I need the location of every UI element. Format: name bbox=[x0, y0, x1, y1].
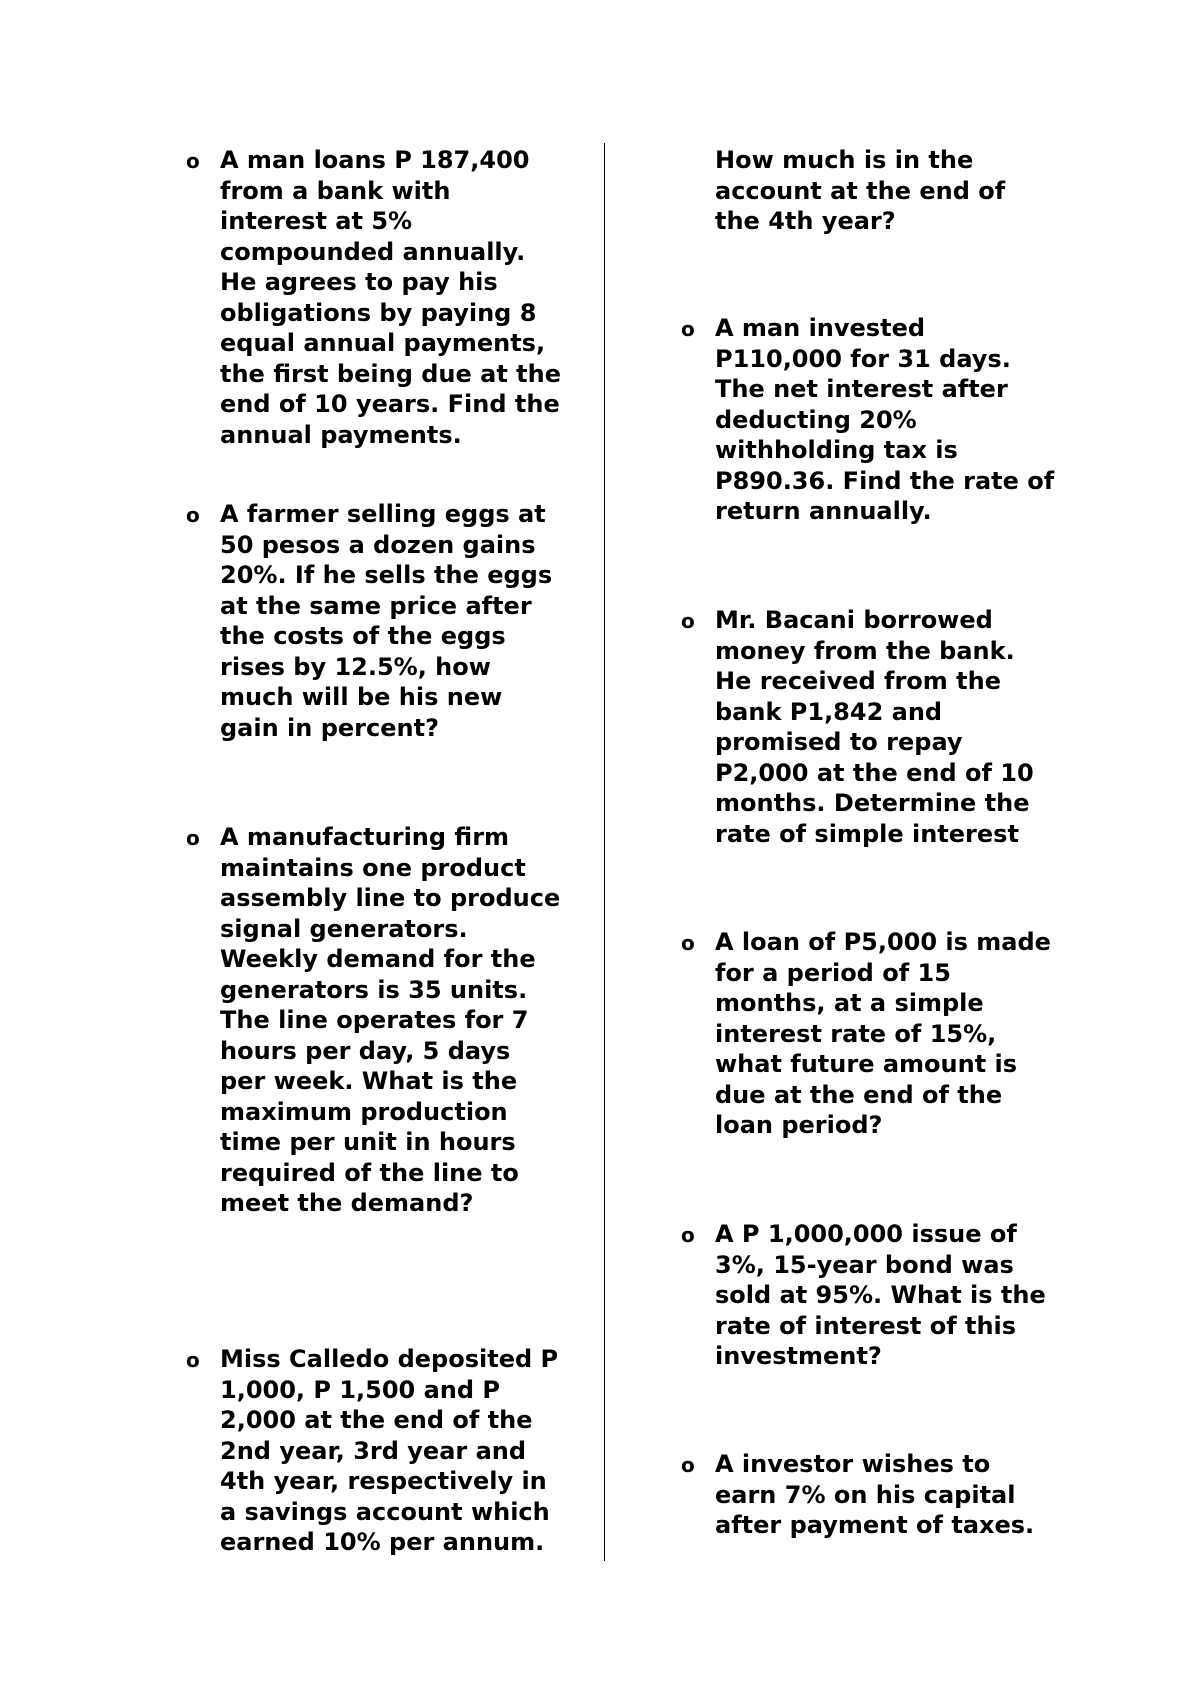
left-question-3 bbox=[186, 822, 590, 1219]
question-text: A P 1,000,000 issue of 3%, 15-year bond was sold at 95%. What is the rate of interest of this investment? bbox=[715, 1220, 1046, 1370]
right-question-3 bbox=[681, 927, 1085, 1141]
question-text: A man invested P110,000 for 31 days. The net interest after deducting 20% withholding tax is P890.36. Find the rate of return annually. bbox=[715, 314, 1055, 525]
question-text: A manufacturing firm maintains one product assembly line to produce signal generators. Weekly demand for the generators is 35 units. The line operates for 7 hours per day, 5 days per week. What is the maximum production time per unit in hours required of the line to meet the demand? bbox=[220, 823, 561, 1217]
right-question-2 bbox=[681, 605, 1085, 849]
right-question-4 bbox=[681, 1219, 1085, 1372]
question-text: A investor wishes to earn 7% on his capital after payment of taxes. bbox=[715, 1450, 1035, 1539]
question-text: A loan of P5,000 is made for a period of 15 months, at a simple interest rate of 15%, what future amount is due at the end of the loan period? bbox=[715, 928, 1051, 1139]
right-question-1 bbox=[681, 313, 1085, 527]
continuation-text: How much is in the account at the end of the 4th year? bbox=[715, 146, 1006, 235]
right-continuation bbox=[715, 145, 1085, 237]
bullet-icon: o bbox=[186, 1348, 200, 1372]
bullet-icon: o bbox=[186, 503, 200, 527]
bullet-icon: o bbox=[186, 149, 200, 173]
bullet-icon: o bbox=[681, 1223, 695, 1247]
left-question-2 bbox=[186, 499, 590, 743]
bullet-icon: o bbox=[681, 931, 695, 955]
question-text: Mr. Bacani borrowed money from the bank. He received from the bank P1,842 and promised to repay P2,000 at the end of 10 months. Determine the rate of simple interest bbox=[715, 606, 1034, 848]
bullet-icon: o bbox=[681, 609, 695, 633]
left-question-1 bbox=[186, 145, 590, 450]
bullet-icon: o bbox=[681, 317, 695, 341]
question-text: Miss Calledo deposited P 1,000, P 1,500 and P 2,000 at the end of the 2nd year, 3rd year and 4th year, respectively in a savings account which earned 10% per annum. bbox=[220, 1345, 559, 1556]
bullet-icon: o bbox=[681, 1453, 695, 1477]
question-text: A farmer selling eggs at 50 pesos a dozen gains 20%. If he sells the eggs at the same price after the costs of the eggs rises by 12.5%, how much will be his new gain in percent? bbox=[220, 500, 553, 742]
bullet-icon: o bbox=[186, 826, 200, 850]
left-question-4 bbox=[186, 1344, 590, 1558]
column-divider bbox=[604, 143, 605, 1561]
right-question-5 bbox=[681, 1449, 1085, 1541]
question-text: A man loans P 187,400 from a bank with interest at 5% compounded annually. He agrees to pay his obligations by paying 8 equal annual payments, the first being due at the end of 10 years. Find the annual payments. bbox=[220, 146, 561, 449]
